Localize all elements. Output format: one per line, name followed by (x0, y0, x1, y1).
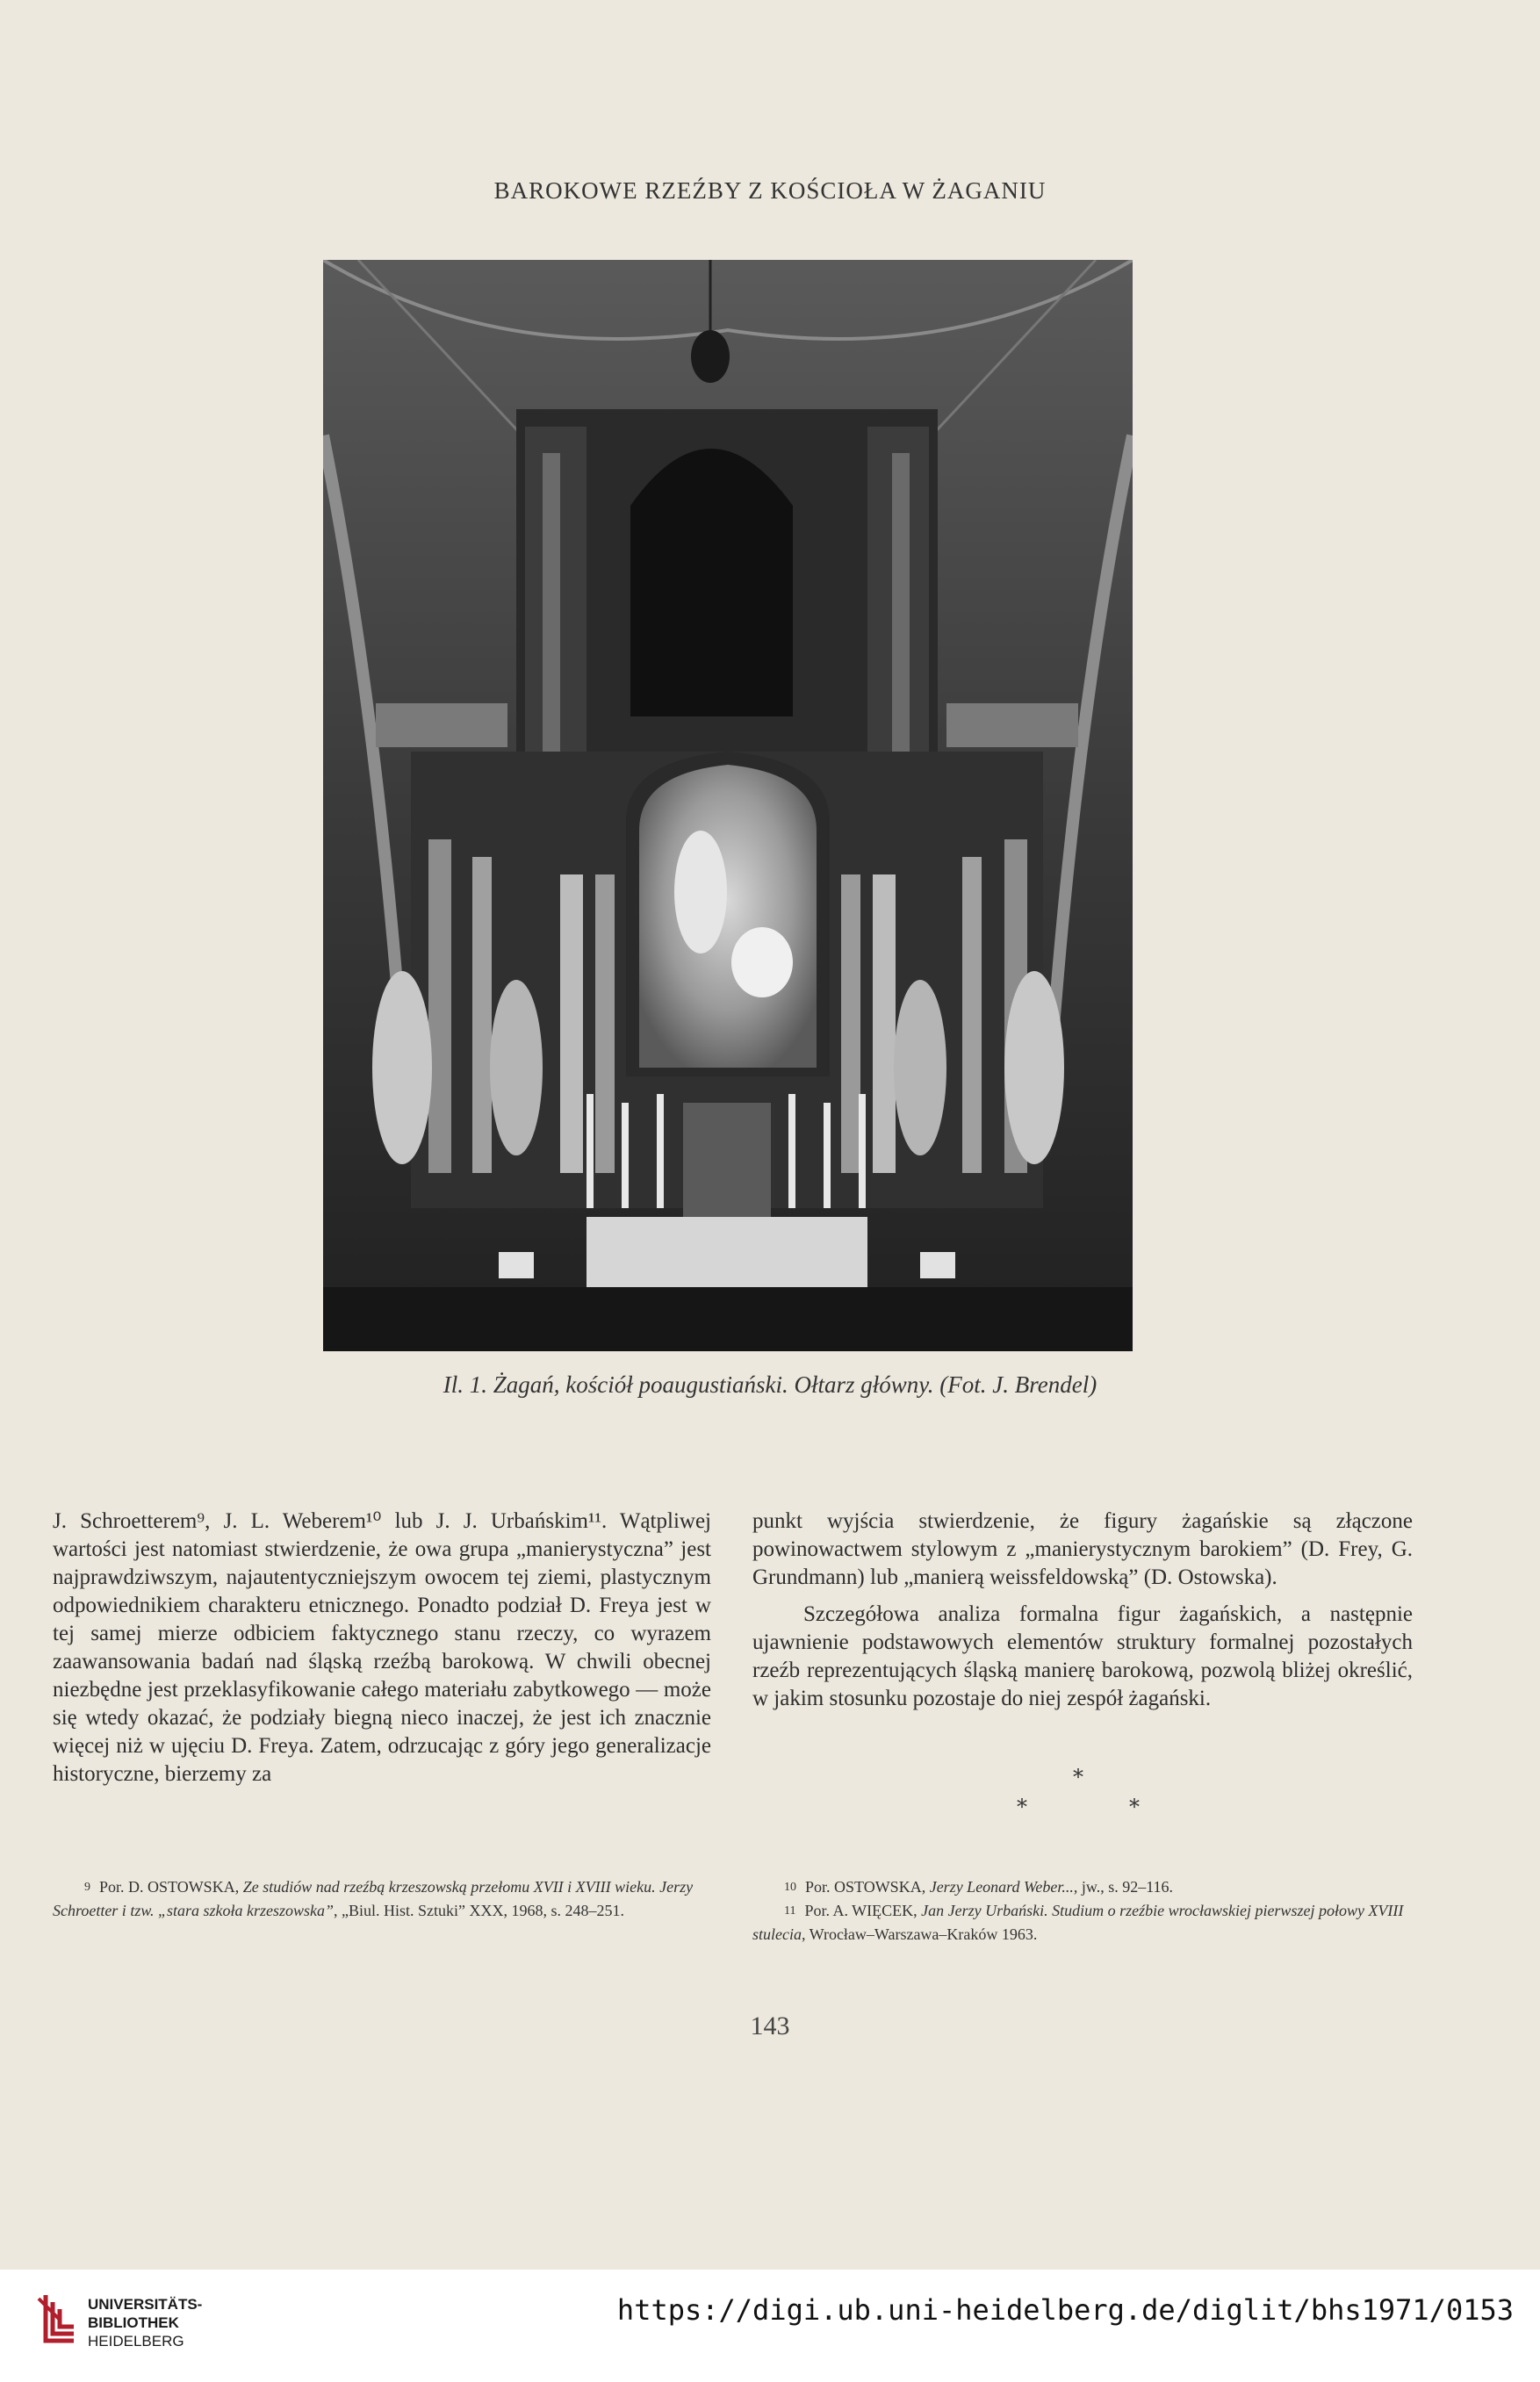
separator-star: * (1073, 1765, 1083, 1789)
body-paragraph-left: J. Schroetterem⁹, J. L. Weberem¹⁰ lub J. J. Urbańskim¹¹. Wątpliwej wartości jest natomiast stwierdzenie, że owa grupa „manierystyczna” jest najprawdziwszym, najautentyczniejszym owocem tej ziemi, plastycznym odpowiednikiem charakteru etnicznego. Ponadto podział D. Freya jest w tej samej mierze odbiciem faktycznego stanu rzeczy, co wyrazem zaawansowania badań nad śląską rzeźbą barokową. W chwili obecnej niezbędne jest przeklasyfikowanie całego materiału zabytkowego — może się wtedy okazać, że podziały biegną nieco inaczej, że jest ich znacznie więcej niż w ujęciu D. Freya. Zatem, odrzucając z góry jego generalizacje historyczne, bierzemy za (53, 1509, 711, 1786)
footnotes-right (752, 1875, 1413, 1947)
body-paragraph-right-1: punkt wyjścia stwierdzenie, że figury żagańskie są złączone powinowactwem stylowym z „manierystycznym barokiem” (D. Frey, G. Grundmann) lub „manierą weissfeldowską” (D. Ostowska). (752, 1509, 1413, 1589)
figure-caption: Il. 1. Żagań, kościół poaugustiański. Ołtarz główny. (Fot. J. Brendel) (443, 1371, 1097, 1398)
permalink-url[interactable]: https://digi.ub.uni-heidelberg.de/diglit/bhs1971/0153 (616, 2293, 1514, 2327)
section-separator (975, 1765, 1150, 1826)
footnote-number: 10 (784, 1881, 796, 1894)
page-number: 143 (750, 2011, 790, 2040)
separator-star: * (1129, 1795, 1140, 1819)
body-right-column (752, 1508, 1413, 1713)
footnote-11: 11 Por. A. WIĘCEK, Jan Jerzy Urbański. Studium o rzeźbie wrocławskiej pierwszej połowy XVIII stulecia, Wrocław–Warszawa–Kraków 1963. (752, 1902, 1404, 1943)
footnote-number: 11 (784, 1904, 796, 1918)
footnote-10: 10 Por. OSTOWSKA, Jerzy Leonard Weber..., jw., s. 92–116. (784, 1878, 1174, 1896)
footnote-number: 9 (84, 1881, 90, 1894)
library-logo-icon[interactable] (35, 2288, 88, 2358)
altar-photograph (323, 260, 1133, 1351)
footnotes-left (53, 1875, 713, 1923)
footnote-9: 9 Por. D. OSTOWSKA, Ze studiów nad rzeźbą krzeszowską przełomu XVII i XVIII wieku. Jerzy Schroetter i tzw. „stara szkoła krzeszowska”, „Biul. Hist. Sztuki” XXX, 1968, s. 248–251. (53, 1878, 694, 1919)
running-header: BAROKOWE RZEŹBY Z KOŚCIOŁA W ŻAGANIU (493, 177, 1047, 204)
body-left-column (53, 1508, 711, 1788)
library-name[interactable]: UNIVERSITÄTS- BIBLIOTHEK HEIDELBERG (88, 2296, 203, 2350)
separator-star: * (1017, 1795, 1027, 1819)
body-paragraph-right-2: Szczegółowa analiza formalna figur żagańskich, a następnie ujawnienie podstawowych elementów struktury formalnej pozostałych rzeźb reprezentujących śląską manierę barokową, pozwolą bliżej określić, w jakim stosunku pozostaje do niej zespół żagański. (752, 1602, 1413, 1710)
